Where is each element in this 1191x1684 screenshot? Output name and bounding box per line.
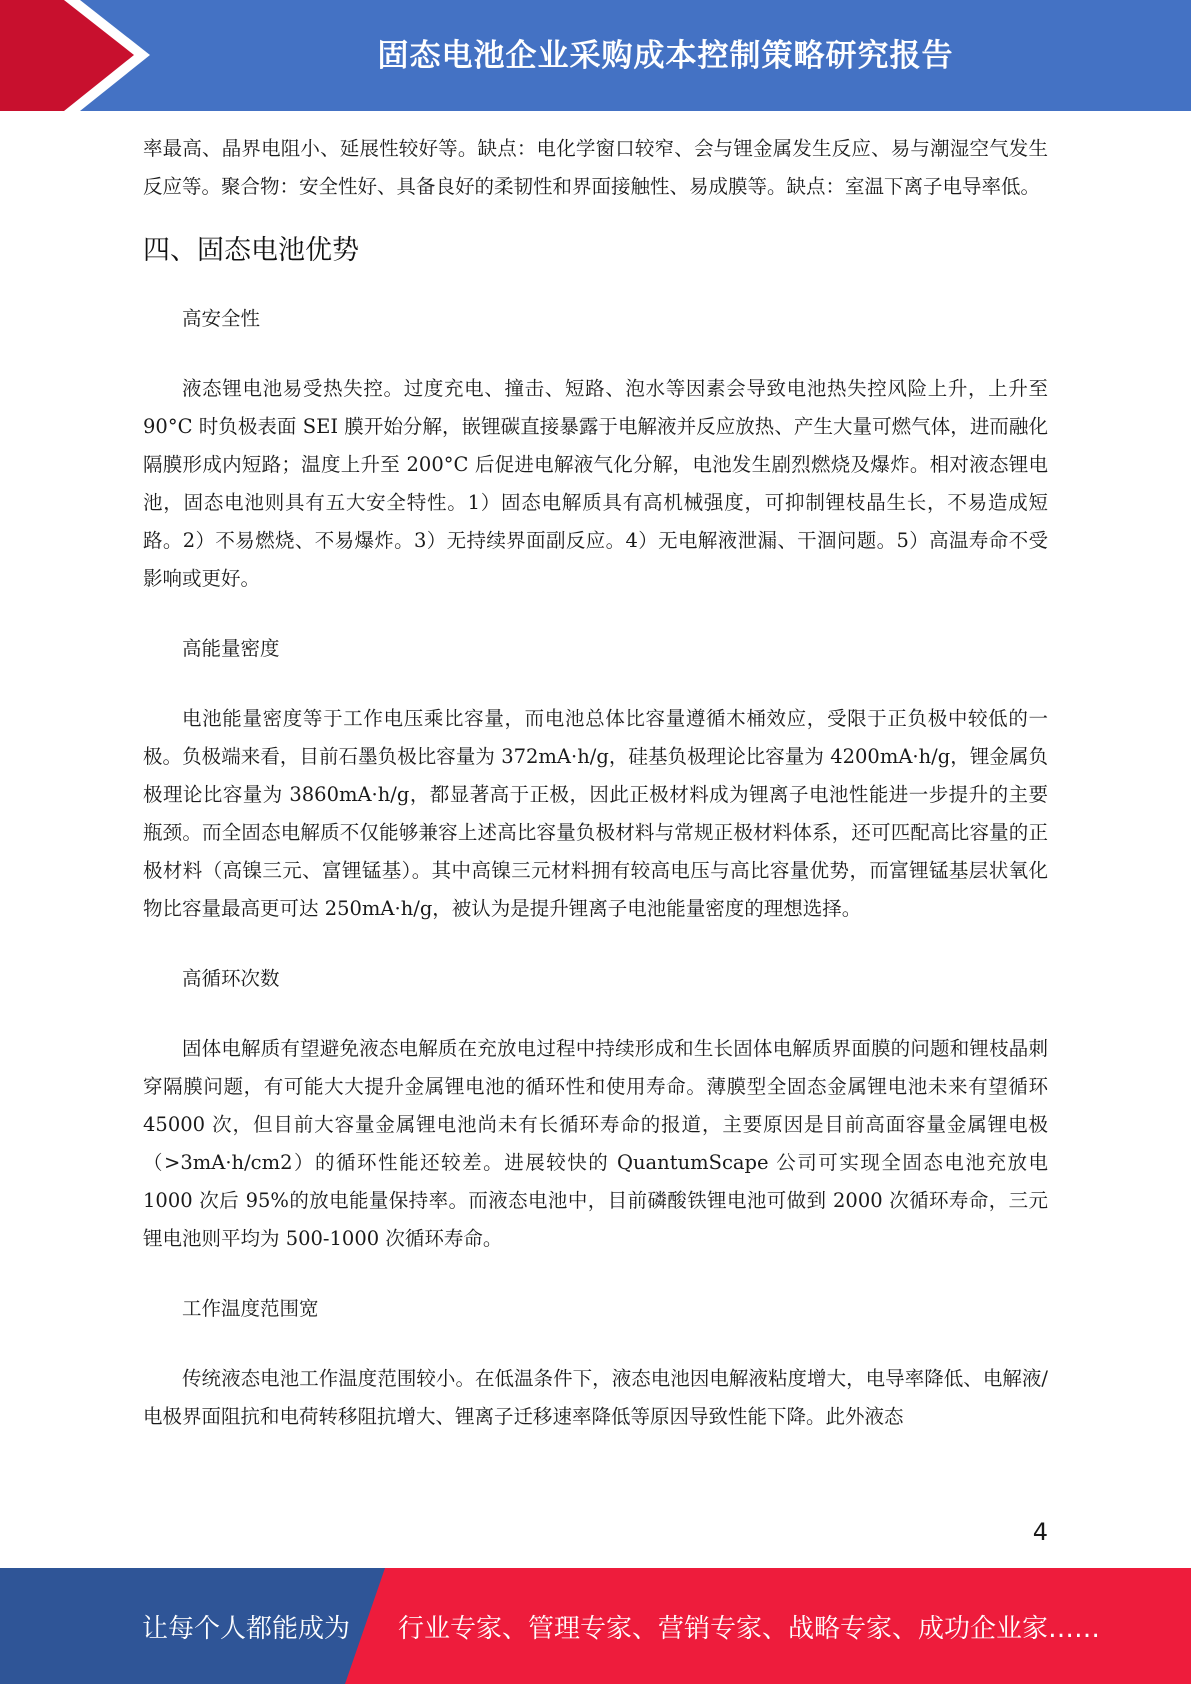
page-footer — [0, 1568, 1191, 1684]
page-number: 4 — [1032, 1518, 1048, 1546]
subsection-title-cycle-life: 高循环次数 — [182, 967, 280, 990]
subsection-body-energy-density: 电池能量密度等于工作电压乘比容量，而电池总体比容量遵循木桶效应，受限于正负极中较低的一极。负极端来看，目前石墨负极比容量为 372mA·h/g，硅基负极理论比容量为 4200mA·h/g，锂金属负极理论比容量为 3860mA·h/g，都显著高于正极，因此正极材料成为锂离子电池性能进一步提升的主要瓶颈。而全固态电解质不仅能够兼容上述高比容量负极材料与常规正极材料体系，还可匹配高比容量的正极材料（高镍三元、富锂锰基）。其中高镍三元材料拥有较高电压与高比容量优势，而富锂锰基层状氧化物比容量最高更可达 250mA·h/g，被认为是提升锂离子电池能量密度的理想选择。 — [143, 707, 1048, 920]
subsection-title-safety: 高安全性 — [182, 307, 261, 330]
document-body — [143, 130, 1048, 1436]
subsection-body-temperature-range: 传统液态电池工作温度范围较小。在低温条件下，液态电池因电解液粘度增大，电导率降低、电解液/电极界面阻抗和电荷转移阻抗增大、锂离子迁移速率降低等原因导致性能下降。此外液态 — [143, 1367, 1048, 1428]
header-title: 固态电池企业采购成本控制策略研究报告 — [377, 37, 954, 74]
subsection-body-cycle-life: 固体电解质有望避免液态电解质在充放电过程中持续形成和生长固体电解质界面膜的问题和锂枝晶刺穿隔膜问题，有可能大大提升金属锂电池的循环性和使用寿命。薄膜型全固态金属锂电池未来有望循环 45000 次，但目前大容量金属锂电池尚未有长循环寿命的报道，主要原因是目前高面容量金属锂电极（>3mA·h/cm2）的循环性能还较差。进展较快的 QuantumScape 公司可实现全固态电池充放电 1000 次后 95%的放电能量保持率。而液态电池中，目前磷酸铁锂电池可做到 2000 次循环寿命，三元锂电池则平均为 500-1000 次循环寿命。 — [143, 1037, 1048, 1250]
footer-slogan-left: 让每个人都能成为 — [142, 1613, 351, 1644]
page-header — [0, 0, 1191, 111]
subsection-body-safety: 液态锂电池易受热失控。过度充电、撞击、短路、泡水等因素会导致电池热失控风险上升，上升至 90°C 时负极表面 SEI 膜开始分解，嵌锂碳直接暴露于电解液并反应放热、产生大量可燃气体，进而融化隔膜形成内短路；温度上升至 200°C 后促进电解液气化分解，电池发生剧烈燃烧及爆炸。相对液态锂电池，固态电池则具有五大安全特性。1）固态电解质具有高机械强度，可抑制锂枝晶生长，不易造成短路。2）不易燃烧、不易爆炸。3）无持续界面副反应。4）无电解液泄漏、干涸问题。5）高温寿命不受影响或更好。 — [143, 377, 1048, 590]
intro-paragraph: 率最高、晶界电阻小、延展性较好等。缺点：电化学窗口较窄、会与锂金属发生反应、易与潮湿空气发生反应等。聚合物：安全性好、具备良好的柔韧性和界面接触性、易成膜等。缺点：室温下离子电导率低。 — [143, 137, 1048, 198]
subsection-title-energy-density: 高能量密度 — [182, 637, 280, 660]
footer-slogan-right: 行业专家、管理专家、营销专家、战略专家、成功企业家…… — [398, 1613, 1101, 1644]
subsection-title-temperature-range: 工作温度范围宽 — [182, 1297, 319, 1320]
section-heading: 四、固态电池优势 — [143, 235, 359, 266]
